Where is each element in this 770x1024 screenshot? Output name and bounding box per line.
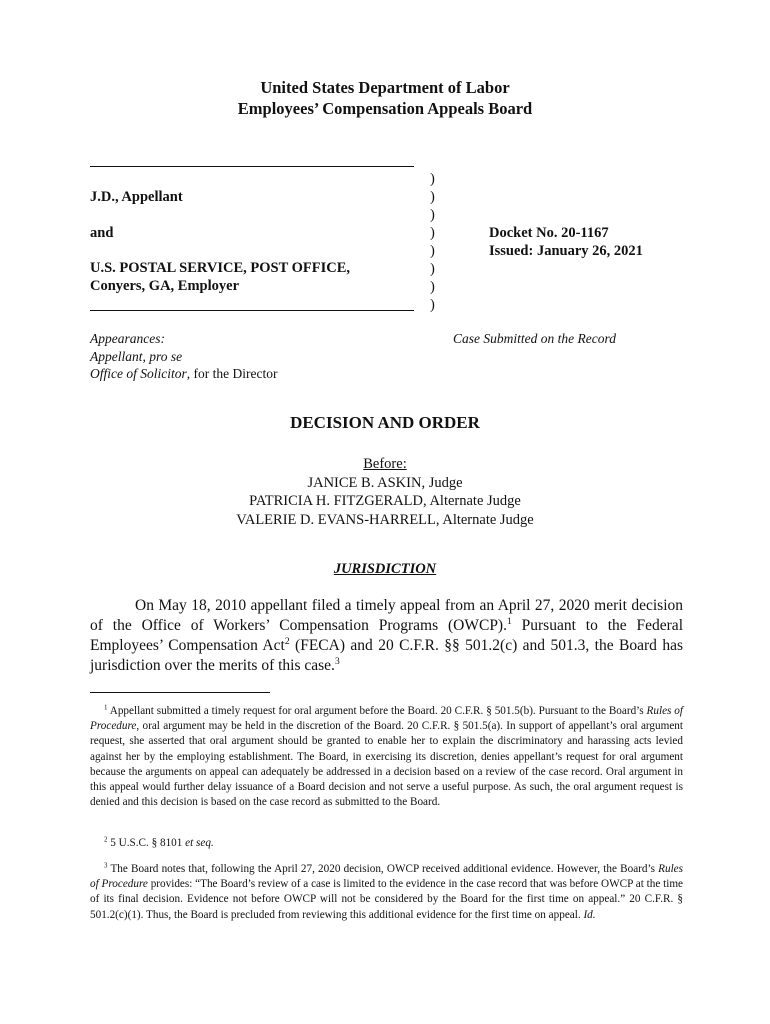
jurisdiction-text-2: Pursuant to the Federal Employees’ Compensation Act xyxy=(90,617,683,654)
footnote-3-number: 3 xyxy=(104,861,108,870)
judge-2: PATRICIA H. FITZGERALD, Alternate Judge xyxy=(249,493,521,509)
paren: ) xyxy=(430,189,435,205)
jurisdiction-text-1: On May 18, 2010 appellant filed a timely appeal from an April 27, 2020 merit decision of the Office of Workers’ Compensation Programs (OWCP). xyxy=(90,597,683,634)
submission-status: Case Submitted on the Record xyxy=(453,331,616,346)
jurisdiction-paragraph xyxy=(90,596,683,676)
docket-info xyxy=(489,224,643,260)
appearances-heading: Appearances: xyxy=(90,331,165,346)
footnote-3-text-cont: provides: “The Board’s review of a case is limited to the evidence in the case record that was before OWCP at the time of its final decision. Evidence not before OWCP will not be considered by the Board for the first time on appeal.” 20 C.F.R. § 501.2(c)(1). Thus, the Board is precluded from reviewing this additional evidence for the first time on appeal. xyxy=(90,878,684,921)
judge-1: JANICE B. ASKIN, Judge xyxy=(307,474,463,491)
footnote-1 xyxy=(90,704,683,810)
footnote-1-text-cont: , oral argument may be held in the discretion of the Board. 20 C.F.R. § 501.5(a). In support of appellant’s oral argument request, she asserted that oral argument should be granted to enable her to explain the discriminatory and harassing acts levied against her by the employing establishment. The Board, in exercising its discretion, denies appellant’s request for oral argument because the arguments on appeal can adequately be addressed in a decision based on a review of the case record. Oral argument in this appeal would further delay issuance of a Board decision and not serve a useful purpose. As such, the oral argument request is denied and this decision is based on the case record as submitted to the Board. xyxy=(90,720,683,809)
footnote-ref-1: 1 xyxy=(506,615,512,627)
jurisdiction-heading: JURISDICTION xyxy=(333,561,437,577)
solicitor-role: , for the Director xyxy=(186,366,278,381)
appellant-representation: Appellant, pro se xyxy=(90,348,183,364)
employer-name xyxy=(90,259,350,295)
issued-date: Issued: January 26, 2021 xyxy=(489,243,643,259)
footnote-2-text: 5 U.S.C. § 8101 xyxy=(107,837,186,849)
solicitor-office: Office of Solicitor xyxy=(90,366,187,381)
footnote-3-text: The Board notes that, following the April 27, 2020 decision, OWCP received additional evidence. However, the Board’s xyxy=(107,863,659,875)
caption-and: and xyxy=(90,225,114,241)
footnote-separator xyxy=(90,692,270,693)
footnote-1-italic: Rules of Procedure xyxy=(90,705,684,733)
employer-line-2: Conyers, GA, Employer xyxy=(90,278,240,294)
paren: ) xyxy=(430,171,435,187)
employer-line-1: U.S. POSTAL SERVICE, POST OFFICE, xyxy=(90,260,351,276)
footnote-2-italic: et seq. xyxy=(185,837,214,849)
footnote-3 xyxy=(90,862,683,923)
footnote-3-italic-id: Id. xyxy=(583,908,596,921)
caption-bottom-rule xyxy=(90,310,414,311)
footnote-ref-3: 3 xyxy=(334,655,340,667)
jurisdiction-text-3: (FECA) and 20 C.F.R. §§ 501.2(c) and 501.3, the Board has jurisdiction over the merits of this case. xyxy=(90,637,683,674)
docket-number: Docket No. 20-1167 xyxy=(489,225,609,241)
appearances-block xyxy=(90,330,277,383)
paren: ) xyxy=(430,279,435,295)
agency-title xyxy=(0,77,770,119)
paren: ) xyxy=(430,297,435,313)
paren: ) xyxy=(430,243,435,259)
decision-title: DECISION AND ORDER xyxy=(290,413,480,432)
board-name: Employees’ Compensation Appeals Board xyxy=(237,99,533,118)
footnote-ref-2: 2 xyxy=(284,635,290,647)
panel-block xyxy=(0,455,770,529)
footnote-3-italic: Rules of Procedure xyxy=(90,863,683,891)
department-name: United States Department of Labor xyxy=(260,78,510,97)
paren: ) xyxy=(430,207,435,223)
judge-3: VALERIE D. EVANS-HARRELL, Alternate Judge xyxy=(236,511,534,528)
paren: ) xyxy=(430,261,435,277)
footnote-2 xyxy=(90,836,683,851)
footnote-1-text: Appellant submitted a timely request for oral argument before the Board. 20 C.F.R. § 501.5(b). Pursuant to the Board’s xyxy=(107,705,647,717)
footnote-2-number: 2 xyxy=(104,835,108,844)
appellant-name: J.D., Appellant xyxy=(90,189,183,205)
caption-parentheses xyxy=(430,170,435,314)
footnote-1-number: 1 xyxy=(104,703,108,712)
solicitor-line xyxy=(90,365,277,383)
before-label: Before: xyxy=(363,456,407,472)
paren: ) xyxy=(430,225,435,241)
caption-top-rule xyxy=(90,166,414,167)
